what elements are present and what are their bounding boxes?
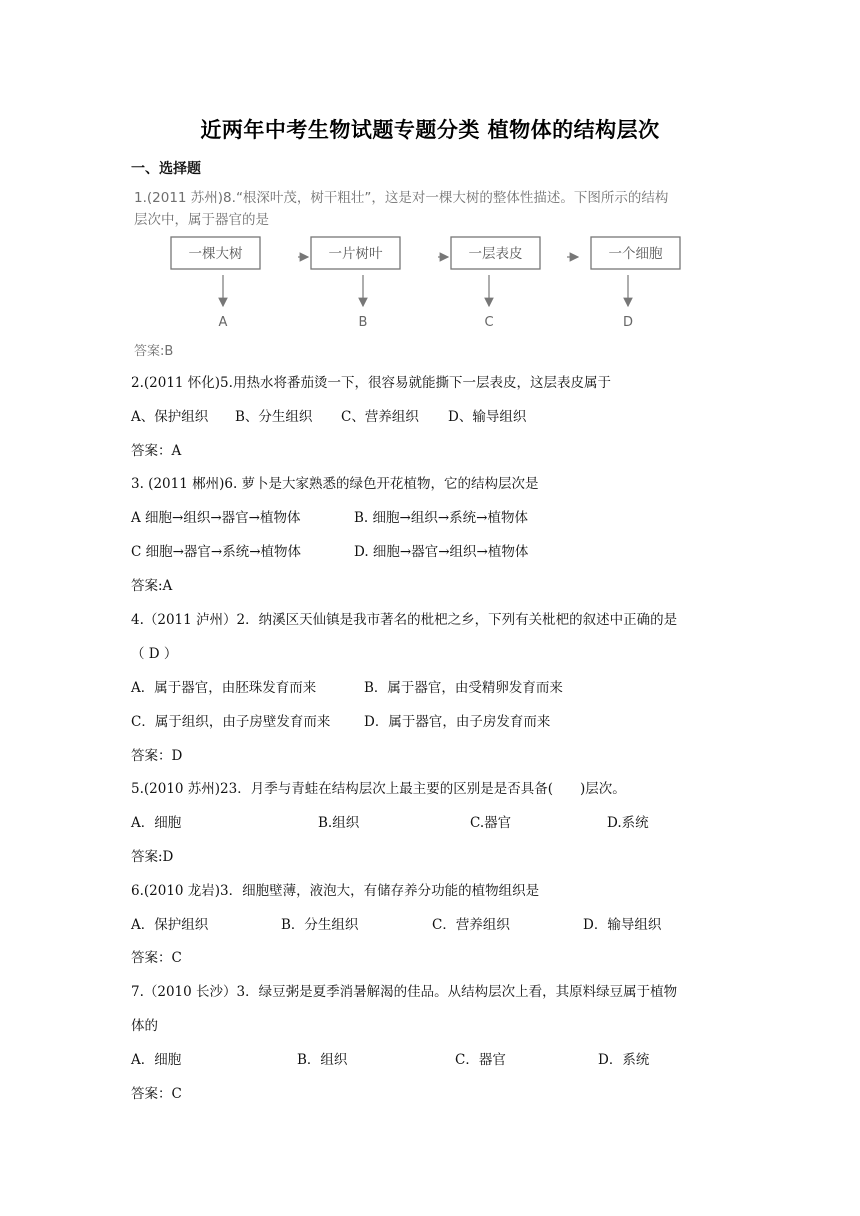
q6-answer: 答案：C xyxy=(131,950,182,966)
q2-stem: 2.(2011 怀化)5.用热水将番茄烫一下，很容易就能撕下一层表皮，这层表皮属于 xyxy=(131,375,611,391)
q3-stem: 3. (2011 郴州)6. 萝卜是大家熟悉的绿色开花植物，它的结构层次是 xyxy=(131,476,539,492)
q7-option-a: A．细胞 xyxy=(131,1052,182,1068)
q1-stem-line1: 1.(2011 苏州)8.“根深叶茂，树干粗壮”，这是对一棵大树的整体性描述。下图所示的结构 xyxy=(134,190,669,206)
box-leaf xyxy=(311,237,400,269)
q6-option-b: B．分生组织 xyxy=(281,917,359,933)
box-label-tree: 一棵大树 xyxy=(188,246,243,262)
q3-option-d: D. 细胞→器官→组织→植物体 xyxy=(354,544,529,560)
q4-answer: 答案：D xyxy=(131,748,183,764)
q6-option-c: C．营养组织 xyxy=(432,917,510,933)
q2-answer: 答案：A xyxy=(131,443,182,459)
letter-a: A xyxy=(218,315,228,330)
q7-option-b: B．组织 xyxy=(297,1052,348,1068)
structure-hierarchy-diagram xyxy=(130,222,710,340)
q6-option-a: A．保护组织 xyxy=(131,917,209,933)
q4-option-d: D．属于器官，由子房发育而来 xyxy=(364,714,551,730)
q3-option-a: A 细胞→组织→器官→植物体 xyxy=(131,510,301,526)
box-epidermis xyxy=(451,237,540,269)
page-title: 近两年中考生物试题专题分类 植物体的结构层次 xyxy=(200,118,660,142)
q6-stem: 6.(2010 龙岩)3．细胞壁薄，液泡大，有储存养分功能的植物组织是 xyxy=(131,883,540,899)
box-label-epidermis: 一层表皮 xyxy=(468,246,523,262)
q1-answer: 答案:B xyxy=(134,344,174,359)
q7-option-d: D．系统 xyxy=(598,1052,650,1068)
q7-stem-cont: 体的 xyxy=(131,1018,158,1034)
q4-option-c: C．属于组织，由子房壁发育而来 xyxy=(131,714,331,730)
q3-answer: 答案:A xyxy=(131,578,173,594)
q5-option-c: C.器官 xyxy=(470,815,512,831)
letter-d: D xyxy=(622,315,634,330)
q2-option-b: B、分生组织 xyxy=(235,409,313,425)
section-heading: 一、选择题 xyxy=(131,161,201,177)
q4-option-a: A．属于器官，由胚珠发育而来 xyxy=(131,680,317,696)
box-label-cell: 一个细胞 xyxy=(608,246,663,262)
box-label-leaf: 一片树叶 xyxy=(328,246,383,262)
box-big-tree xyxy=(171,237,260,269)
q5-answer: 答案:D xyxy=(131,849,174,865)
q5-stem: 5.(2010 苏州)23．月季与青蛙在结构层次上最主要的区别是是否具备( )层次。 xyxy=(131,781,626,797)
q3-option-b: B. 细胞→组织→系统→植物体 xyxy=(354,510,528,526)
box-cell xyxy=(591,237,680,269)
q3-option-c: C 细胞→器官→系统→植物体 xyxy=(131,544,302,560)
q4-stem: 4.（2011 泸州）2．纳溪区天仙镇是我市著名的枇杷之乡，下列有关枇杷的叙述中正确的是 xyxy=(131,612,678,628)
q7-answer: 答案：C xyxy=(131,1086,182,1102)
q5-option-d: D.系统 xyxy=(607,815,649,831)
q4-stem-cont: （ D ） xyxy=(131,646,178,662)
q4-option-b: B．属于器官，由受精卵发育而来 xyxy=(364,680,563,696)
q1-stem-line2: 层次中，属于器官的是 xyxy=(134,212,269,228)
q5-option-a: A．细胞 xyxy=(131,815,182,831)
q2-option-d: D、输导组织 xyxy=(448,409,527,425)
letter-c: C xyxy=(484,315,494,330)
q2-option-c: C、营养组织 xyxy=(341,409,419,425)
q7-option-c: C．器官 xyxy=(455,1052,506,1068)
letter-b: B xyxy=(358,315,368,330)
q7-stem: 7.（2010 长沙）3．绿豆粥是夏季消暑解渴的佳品。从结构层次上看，其原料绿豆属于植物 xyxy=(131,984,678,1000)
q6-option-d: D．输导组织 xyxy=(583,917,662,933)
q2-option-a: A、保护组织 xyxy=(131,409,209,425)
q5-option-b: B.组织 xyxy=(318,815,360,831)
